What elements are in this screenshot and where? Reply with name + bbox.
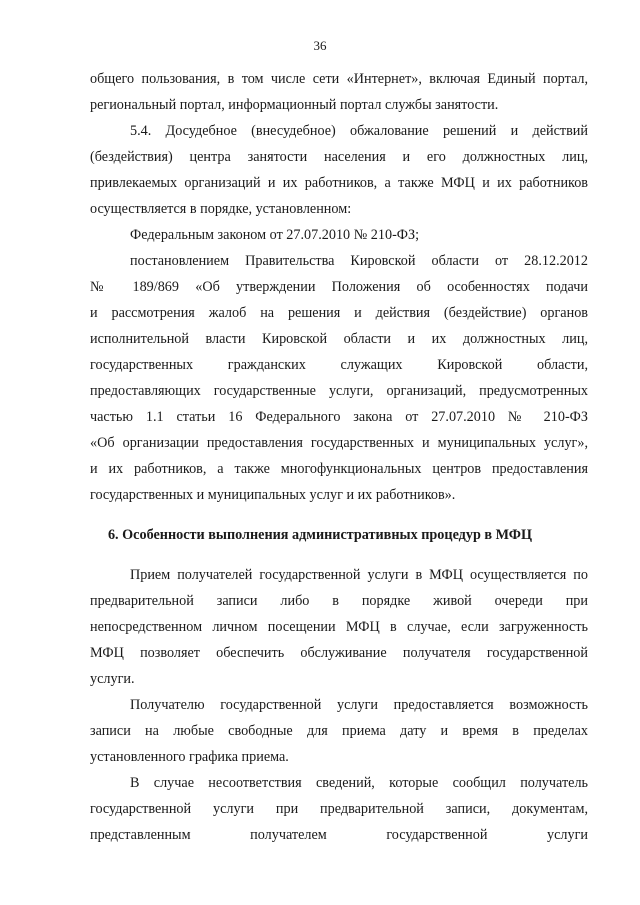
text-line: непосредственном личном посещении МФЦ в случае, если загруженность (90, 619, 588, 635)
text-line: осуществляется в порядке, установленном: (90, 201, 352, 217)
text-line: МФЦ позволяет обеспечить обслуживание получателя государственной (90, 645, 588, 661)
text-line: Федеральным законом от 27.07.2010 № 210-ФЗ; (130, 227, 420, 243)
text-line: общего пользования, в том числе сети «Интернет», включая Единый портал, (90, 71, 588, 87)
text-line: региональный портал, информационный портал службы занятости. (90, 97, 499, 113)
text-line: предварительной записи либо в порядке живой очереди при (90, 593, 588, 609)
text-line: установленного графика приема. (90, 749, 289, 765)
text-line: и их работников, а также многофункциональных центров предоставления (90, 461, 588, 477)
text-line: привлекаемых организаций и их работников, а также МФЦ и их работников (90, 175, 588, 191)
text-line: 5.4. Досудебное (внесудебное) обжалование решений и действий (130, 123, 588, 139)
text-line: государственных и муниципальных услуг и их работников». (90, 487, 456, 503)
text-line: постановлением Правительства Кировской области от 28.12.2012 (130, 253, 588, 269)
text-line: № 189/869 «Об утверждении Положения об особенностях подачи (90, 279, 588, 295)
text-line: и рассмотрения жалоб на решения и действия (бездействие) органов (90, 305, 588, 321)
text-line: услуги. (90, 671, 135, 687)
text-line: исполнительной власти Кировской области и их должностных лиц, (90, 331, 588, 347)
text-line: государственной услуги при предварительной записи, документам, (90, 801, 588, 817)
page-number: 36 (313, 38, 327, 53)
text-line: В случае несоответствия сведений, которые сообщил получатель (130, 775, 588, 791)
text-line: Получателю государственной услуги предоставляется возможность (130, 697, 588, 713)
section-heading: 6. Особенности выполнения административных процедур в МФЦ (107, 527, 533, 543)
text-line: частью 1.1 статьи 16 Федерального закона от 27.07.2010 № 210-ФЗ (90, 409, 588, 425)
text-line: (бездействия) центра занятости населения и его должностных лиц, (90, 149, 588, 165)
text-line: Прием получателей государственной услуги в МФЦ осуществляется по (130, 567, 588, 583)
text-line: государственных гражданских служащих Кировской области, (90, 357, 588, 373)
text-line: представленным получателем государственной услуги (90, 827, 588, 843)
text-line: записи на любые свободные для приема дату и время в пределах (90, 723, 588, 739)
text-line: предоставляющих государственные услуги, организаций, предусмотренных (90, 383, 588, 399)
text-line: «Об организации предоставления государственных и муниципальных услуг», (90, 435, 588, 451)
